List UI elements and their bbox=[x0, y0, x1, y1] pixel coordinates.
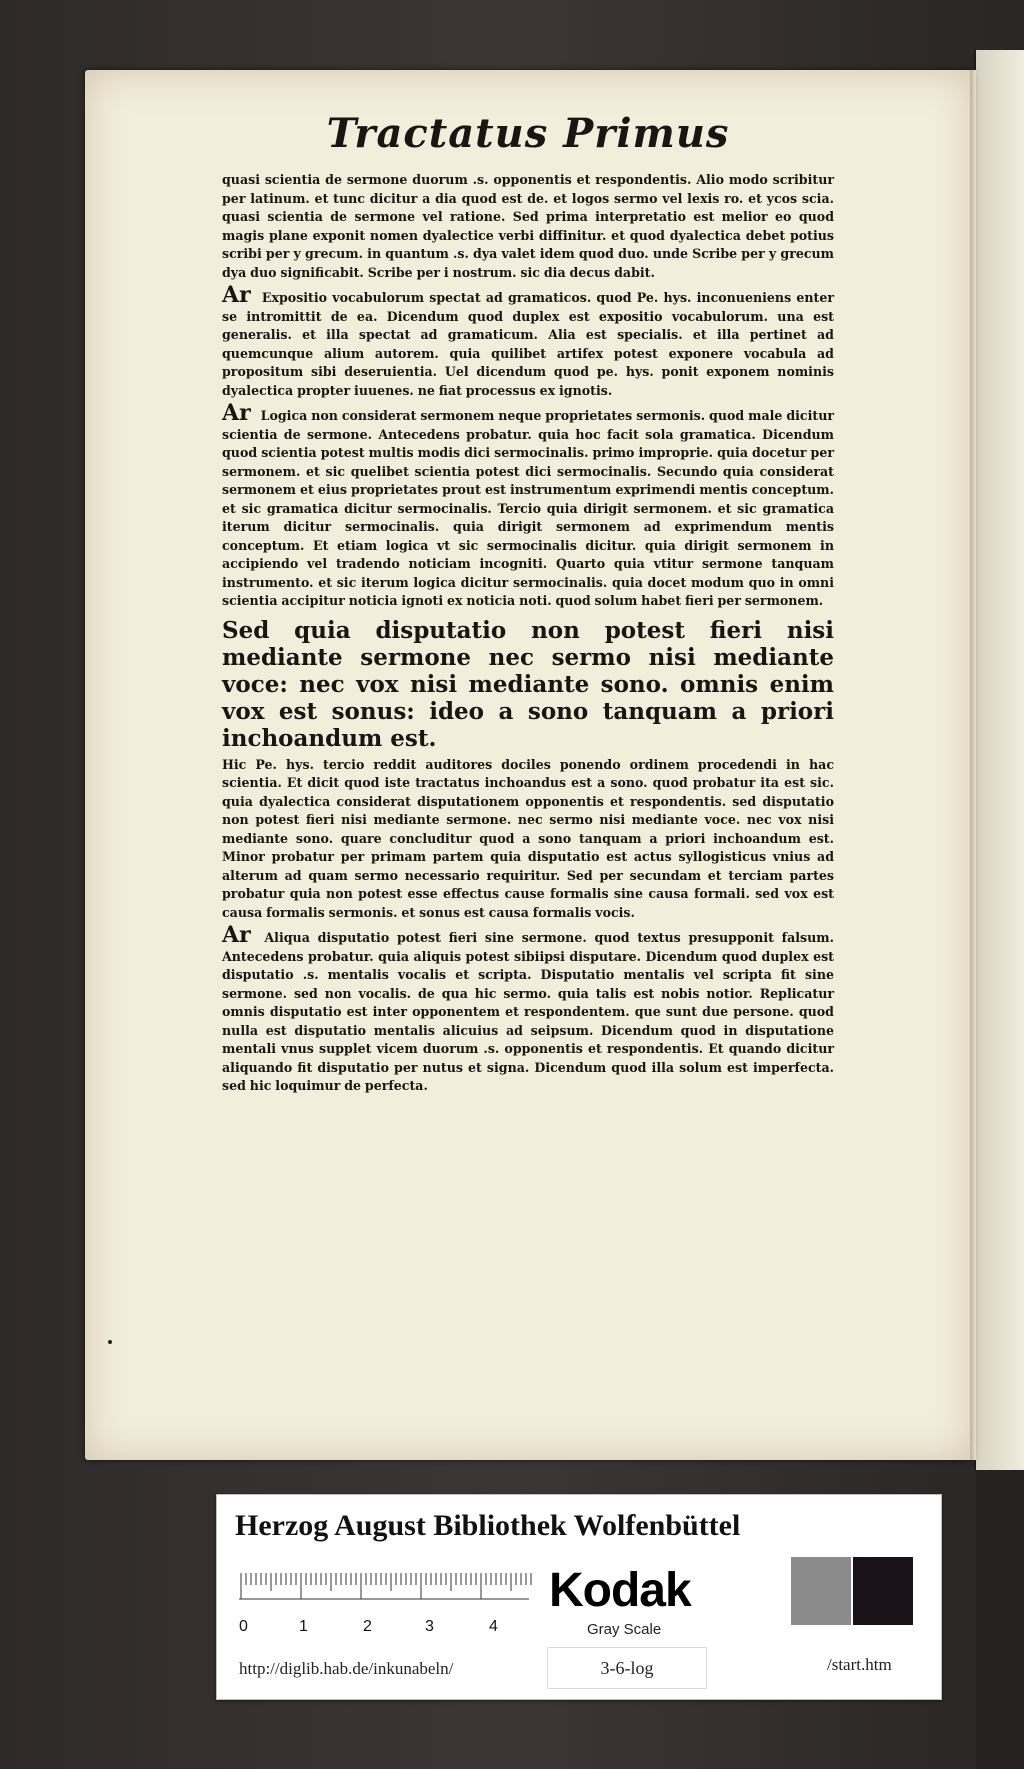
page-fold bbox=[970, 70, 976, 1460]
argument-marker: Ar bbox=[222, 282, 251, 308]
scale-ruler bbox=[239, 1571, 539, 1635]
commentary-1 bbox=[222, 756, 834, 923]
institution-name: Herzog August Bibliothek Wolfenbüttel bbox=[235, 1509, 741, 1542]
paragraph-3 bbox=[222, 400, 834, 611]
ruler-label-1: 1 bbox=[299, 1618, 308, 1635]
paragraph-text: Logica non considerat sermonem neque proprietates sermonis. quod male dicitur scientia de sermone. Antecedens probatur. quia hoc facit sola gramatica. Dicendum quod scientia potest multis modis dici sermocinalis. primo improprie. quia docetur per sermonem. et sic quelibet scientia potest dici sermocinalis. Secundo quia considerat sermonem et eius proprietates prout est instrumentum exprimendi mentis conceptum. et sic gramatica dicitur sermocinalis. Tercio quia dirigit sermonem. et sic gramatica iterum dicitur sermocinalis. quia dirigit sermonem ad exprimendum mentis conceptum. Et etiam logica vt sic sermocinalis dicitur. quia dirigit sermonem in accipiendo vel tradendo noticiam incogniti. Quarto quia vtitur sermone tanquam instrumento. et sic iterum logica dicitur sermocinalis. quia docet modum quo in omni scientia accipitur noticia ignoti ex noticia noti. quod solum habet fieri per sermonem. bbox=[222, 408, 834, 608]
lemma-text: Sed quia disputatio non potest fieri nisi mediante sermone nec sermo nisi mediante voce: nec vox nisi mediante sono. omnis enim vox est sonus: ideo a sono tanquam a priori inchoandum est. bbox=[222, 616, 834, 752]
color-target-card bbox=[216, 1494, 942, 1700]
shelfmark: 3-6-log bbox=[600, 1657, 654, 1678]
adjacent-page-edge bbox=[974, 50, 1024, 1470]
ruler-label-4: 4 bbox=[489, 1618, 498, 1635]
paragraph-text: Expositio vocabulorum spectat ad gramaticos. quod Pe. hys. inconueniens enter se intromittit de ea. Dicendum quod duplex est expositio vocabulorum. una est generalis. et illa spectat ad gramaticum. Alia est specialis. et illa pertinet ad quemcunque alium autorem. quia quilibet artifex potest exponere vocabula ad propositum sibi deseruientia. Uel dicendum quod pe. hys. ponit exponem nominis dyalectica propter iuuenes. ne fiat processus ex ignotis. bbox=[222, 290, 834, 398]
paragraph-text: quasi scientia de sermone duorum .s. opponentis et respondentis. Alio modo scribitur per latinum. et tunc dicitur a dia quod est de. et logos sermo vel lexis ro. et ycos scia. quasi scientia de sermone vel ratione. Sed prima interpretatio est melior eo quod magis plane exponit nomen dyalectice verbi diffinitur. et quod dyalectica debet potius scribi per y grecum. in quantum .s. dya valet idem quod duo. unde Scribe per y grecum dya duo significabit. Scribe per i nostrum. sic dia decus dabit. bbox=[222, 172, 834, 280]
paragraph-2 bbox=[222, 282, 834, 400]
url-suffix: /start.htm bbox=[827, 1655, 892, 1674]
ruler-label-2: 2 bbox=[363, 1618, 372, 1635]
page-text-block bbox=[222, 110, 834, 1100]
paragraph-text: Aliqua disputatio potest fieri sine sermone. quod textus presupponit falsum. Antecedens probatur. quia aliquis potest sibiipsi disputare. Dicendum quod duplex est disputatio .s. mentalis vocalis et scripta. Disputatio mentalis vel scripta fit sine sermone. sed non vocalis. de qua hic sermo. quia talis est nobis notior. Replicatur omnis disputatio est inter opponentem et respondentem. que sunt due persone. quod nulla est disputatio mentalis alicuius ad seipsum. Dicendum quod in disputatione mentali vnus supplet vicem duorum .s. opponentis et respondentis. Et quando dicitur aliquando fit disputatio per nutus et signa. Dicendum quod illa solum est imperfecta. sed hic loquimur de perfecta. bbox=[222, 930, 834, 1093]
ruler-label-3: 3 bbox=[425, 1618, 434, 1635]
grayscale-label: Gray Scale bbox=[587, 1621, 662, 1638]
url-prefix: http://diglib.hab.de/inkunabeln/ bbox=[239, 1659, 454, 1678]
paragraph-text: Hic Pe. hys. tercio reddit auditores dociles ponendo ordinem procedendi in hac scientia. Et dicit quod iste tractatus inchoandus est a sono. quod probatur ita est sic. quia dyalectica considerat disputationem opponentis et respondentis. sed disputatio non potest fieri nisi mediante sermone. nec sermo nisi mediante voce. nec vox nisi mediante sono. quare concluditur quod a sono tanquam a priori inchoandum est. Minor probatur per primam partem quia disputatio est actus syllogisticus vnius ad alterum ad quam sermo necessario requiritur. Sed per secundam et terciam partes probatur quia non potest esse effectus cause formalis sine causa formali. sed vox est causa formalis sermonis. et sonus est causa formalis vocis. bbox=[222, 756, 834, 920]
gray-patch bbox=[791, 1557, 851, 1625]
shelfmark-box bbox=[547, 1647, 707, 1689]
black-patch bbox=[853, 1557, 913, 1625]
ruler-label-0: 0 bbox=[239, 1618, 248, 1635]
paragraph-1 bbox=[222, 171, 834, 282]
kodak-logo: Kodak bbox=[549, 1564, 691, 1617]
argument-marker: Ar bbox=[222, 922, 251, 948]
argument-marker: Ar bbox=[222, 400, 251, 426]
dark-background-edge bbox=[976, 1470, 1024, 1769]
ink-dot bbox=[108, 1340, 112, 1344]
commentary-2 bbox=[222, 922, 834, 1096]
page-title: Tractatus Primus bbox=[326, 110, 730, 157]
